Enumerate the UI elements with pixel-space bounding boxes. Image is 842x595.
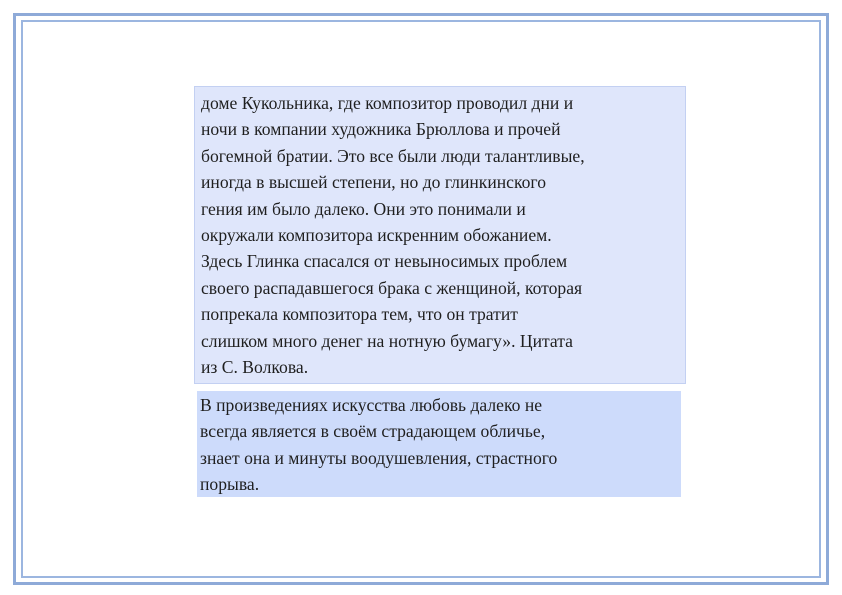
text-line: гения им было далеко. Они это понимали и — [201, 198, 526, 219]
text-line: знает она и минуты воодушевления, страстного — [200, 447, 558, 468]
text-line: Здесь Глинка спасался от невыносимых проблем — [201, 251, 568, 272]
text-line: доме Кукольника, где композитор проводил дни и — [201, 93, 574, 113]
quote-text-block — [194, 86, 686, 384]
text-line: В произведениях искусства любовь далеко не — [200, 395, 543, 415]
text-line: ночи в компании художника Брюллова и прочей — [201, 119, 561, 140]
text-line: окружали композитора искренним обожанием. — [201, 225, 552, 246]
text-line: своего распадавшегося брака с женщиной, которая — [201, 277, 583, 298]
text-line: из С. Волкова. — [201, 357, 309, 378]
text-line: порыва. — [200, 474, 260, 495]
text-line: всегда является в своём страдающем обличье, — [200, 421, 546, 442]
text-line: слишком много денег на нотную бумагу». Цитата — [201, 330, 573, 351]
love-text-block — [197, 391, 681, 497]
text-line: иногда в высшей степени, но до глинкинского — [201, 172, 547, 193]
text-line: богемной братии. Это все были люди талантливые, — [201, 145, 585, 166]
text-line: попрекала композитора тем, что он тратит — [201, 304, 518, 325]
